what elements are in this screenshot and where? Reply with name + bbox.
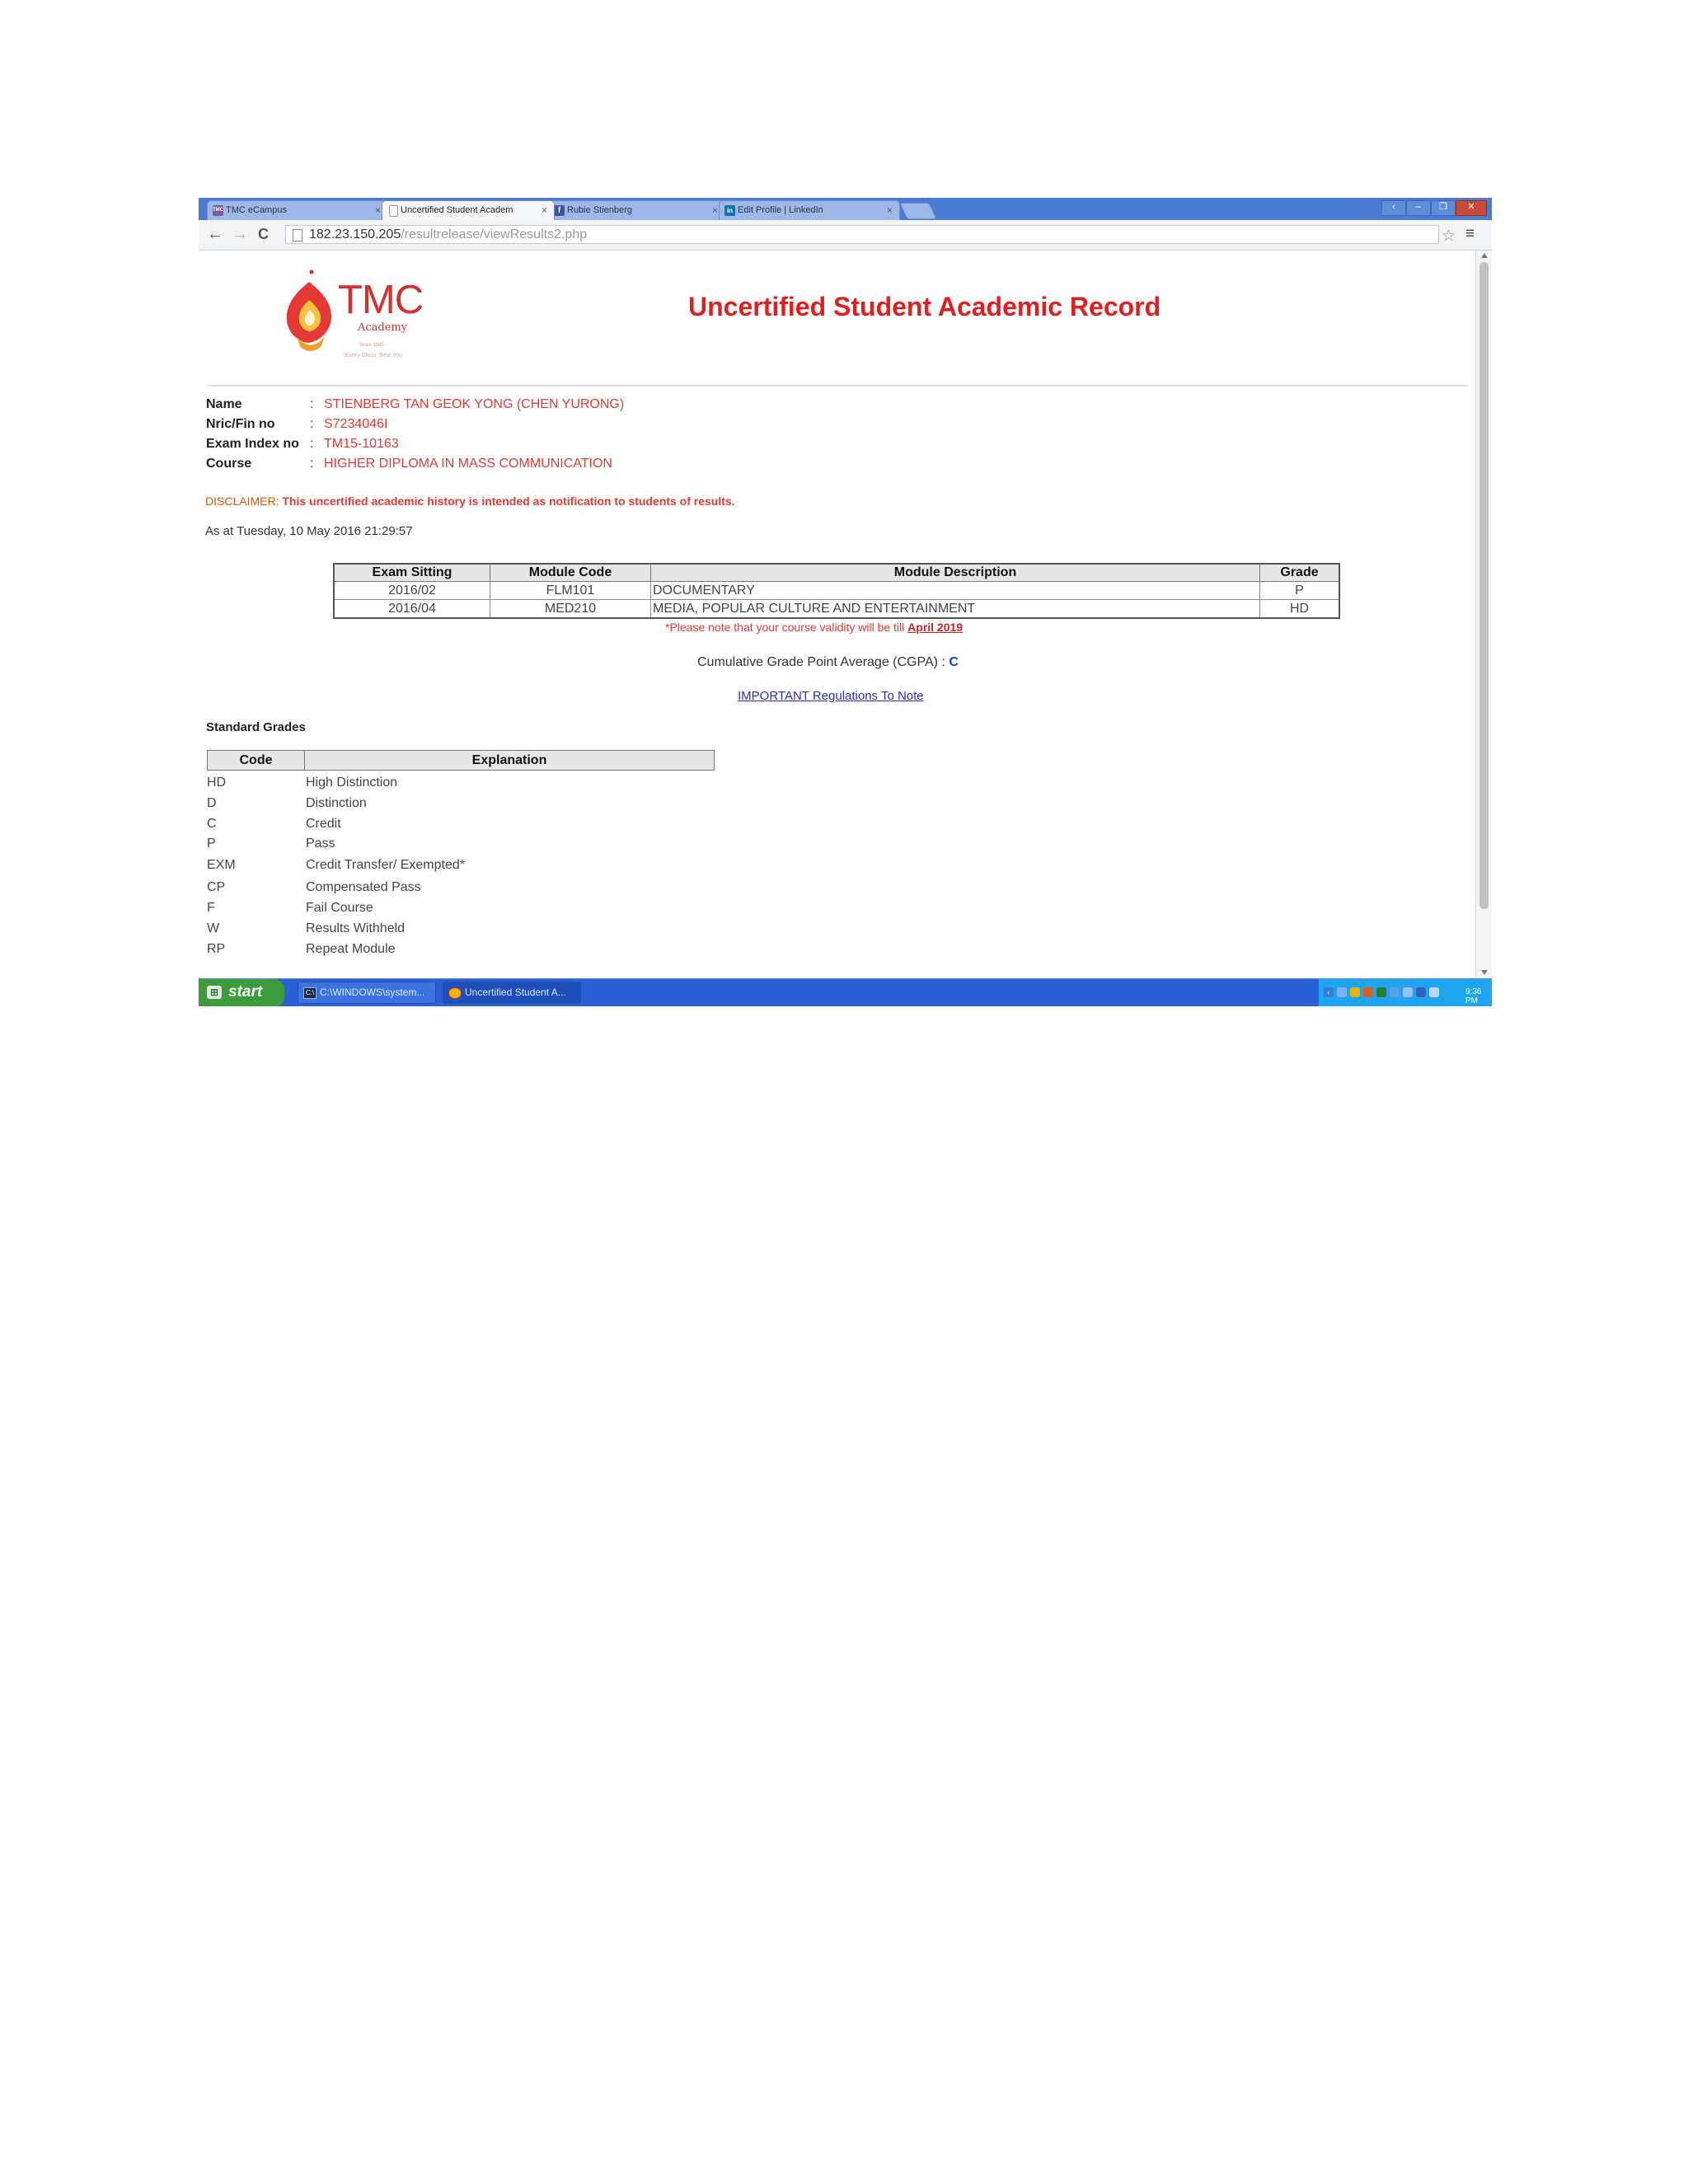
grade-explanation: Credit bbox=[306, 817, 341, 831]
task-label: C:\WINDOWS\system... bbox=[320, 987, 425, 998]
start-button[interactable] bbox=[199, 979, 284, 1006]
start-label: start bbox=[228, 983, 263, 1001]
standard-grades-title: Standard Grades bbox=[206, 720, 306, 734]
validity-note bbox=[665, 621, 963, 634]
tab-close-icon[interactable]: × bbox=[711, 204, 718, 216]
table-row bbox=[334, 582, 1339, 600]
tab-linkedin[interactable] bbox=[719, 200, 900, 220]
browser-toolbar bbox=[199, 220, 1492, 251]
minimize-button[interactable]: – bbox=[1406, 200, 1431, 216]
info-label: Course bbox=[206, 457, 252, 471]
taskbar-clock: 9:36 PM bbox=[1465, 987, 1482, 1005]
menu-icon[interactable]: ≡ bbox=[1465, 225, 1475, 242]
security-icon[interactable] bbox=[1416, 987, 1426, 997]
grade-code: W bbox=[207, 921, 220, 935]
grade-code: F bbox=[207, 901, 215, 915]
tab-label: Rubie Stienberg bbox=[567, 205, 632, 215]
student-nric: S7234046I bbox=[324, 417, 388, 431]
tab-tmc-ecampus[interactable] bbox=[207, 200, 388, 220]
tab-label: Edit Profile | LinkedIn bbox=[738, 205, 823, 215]
url-path: /resultrelease/viewResults2.php bbox=[401, 227, 588, 241]
table-row bbox=[334, 600, 1339, 619]
info-label: Name bbox=[206, 397, 242, 411]
grade-cell: HD bbox=[1260, 600, 1340, 619]
as-at-timestamp: As at Tuesday, 10 May 2016 21:29:57 bbox=[205, 524, 413, 538]
command-prompt-icon: C:\ bbox=[303, 987, 316, 999]
grade-explanation: High Distinction bbox=[306, 776, 398, 790]
linkedin-icon: in bbox=[724, 205, 735, 216]
page-icon bbox=[293, 229, 302, 241]
cgpa bbox=[697, 655, 959, 670]
tmc-favicon-icon: TMC bbox=[213, 205, 223, 216]
column-header: Grade bbox=[1260, 564, 1340, 582]
volume-icon[interactable] bbox=[1390, 987, 1400, 997]
chrome-icon bbox=[448, 987, 462, 999]
logo-wordmark: TMC bbox=[338, 278, 424, 322]
tray-app-icon[interactable] bbox=[1376, 987, 1386, 997]
column-header: Code bbox=[208, 751, 305, 771]
exam-sitting-cell: 2016/04 bbox=[334, 600, 490, 619]
taskbar-task-cmd[interactable] bbox=[298, 982, 436, 1004]
grade-code: EXM bbox=[207, 858, 236, 872]
grade-explanation: Compensated Pass bbox=[306, 880, 421, 894]
network-icon[interactable] bbox=[1337, 987, 1347, 997]
forward-arrow-icon[interactable]: → bbox=[232, 225, 248, 243]
new-tab-button[interactable] bbox=[899, 203, 936, 219]
page-favicon-icon bbox=[389, 205, 398, 217]
browser-tab-strip bbox=[199, 198, 1492, 220]
grade-code: C bbox=[207, 817, 217, 831]
column-header: Explanation bbox=[305, 751, 715, 771]
facebook-icon: f bbox=[554, 205, 565, 216]
scroll-thumb[interactable] bbox=[1479, 262, 1489, 909]
student-name: STIENBERG TAN GEOK YONG (CHEN YURONG) bbox=[324, 397, 625, 411]
grade-explanation: Credit Transfer/ Exempted* bbox=[306, 858, 465, 872]
exam-sitting-cell: 2016/02 bbox=[334, 582, 490, 600]
grade-explanation: Repeat Module bbox=[306, 942, 396, 956]
grade-explanation: Results Withheld bbox=[306, 921, 406, 935]
windows-flag-icon: ⊞ bbox=[207, 986, 222, 999]
validity-text: *Please note that your course validity will be till bbox=[665, 621, 905, 634]
scroll-down-icon[interactable] bbox=[1481, 970, 1488, 975]
column-header: Exam Sitting bbox=[334, 564, 490, 582]
tab-close-icon[interactable]: × bbox=[374, 204, 381, 216]
tab-academic-record[interactable] bbox=[382, 200, 555, 220]
exam-index: TM15-10163 bbox=[324, 437, 399, 451]
screenshot bbox=[199, 198, 1492, 1006]
header-divider bbox=[207, 385, 1468, 387]
results-table bbox=[333, 563, 1340, 619]
restore-button[interactable]: ❐ bbox=[1431, 200, 1456, 216]
module-code-cell: MED210 bbox=[490, 600, 651, 619]
info-label: Exam Index no bbox=[206, 437, 299, 451]
logo-subtitle: Academy bbox=[358, 321, 408, 334]
grade-code: HD bbox=[207, 776, 227, 790]
logo-since: Since 1989 bbox=[359, 343, 385, 348]
antivirus-icon[interactable] bbox=[1363, 987, 1373, 997]
shield-icon[interactable] bbox=[1350, 987, 1360, 997]
close-window-button[interactable]: ✕ bbox=[1456, 200, 1487, 216]
info-colon: : bbox=[310, 457, 314, 471]
vertical-scrollbar[interactable] bbox=[1475, 251, 1492, 978]
page-content bbox=[199, 251, 1475, 978]
system-tray bbox=[1318, 979, 1492, 1006]
tab-label: Uncertified Student Academ bbox=[401, 205, 513, 215]
tab-close-icon[interactable]: × bbox=[886, 204, 893, 216]
minimize-left-icon[interactable]: ‹ bbox=[1381, 200, 1406, 216]
back-arrow-icon[interactable]: ← bbox=[207, 225, 223, 243]
module-code-cell: FLM101 bbox=[490, 582, 651, 600]
address-bar[interactable] bbox=[285, 225, 1439, 244]
info-colon: : bbox=[310, 417, 314, 431]
logo-motto: Every Class, Best You bbox=[345, 353, 402, 359]
info-colon: : bbox=[310, 397, 314, 411]
grade-explanation: Fail Course bbox=[306, 901, 373, 915]
display-icon[interactable] bbox=[1403, 987, 1413, 997]
validity-date: April 2019 bbox=[907, 621, 964, 634]
scroll-up-icon[interactable] bbox=[1481, 253, 1488, 258]
windows-taskbar bbox=[199, 978, 1492, 1006]
tray-arrow-icon[interactable]: ‹ bbox=[1324, 987, 1334, 997]
taskbar-task-chrome[interactable] bbox=[443, 982, 581, 1004]
regulations-link[interactable]: IMPORTANT Regulations To Note bbox=[738, 689, 924, 703]
disclaimer-label: DISCLAIMER: bbox=[205, 494, 279, 508]
grade-code: D bbox=[207, 796, 217, 810]
column-header: Module Description bbox=[651, 564, 1260, 582]
tab-label: TMC eCampus bbox=[226, 205, 287, 215]
reload-icon[interactable]: C bbox=[258, 226, 269, 242]
disclaimer bbox=[205, 494, 735, 508]
info-label: Nric/Fin no bbox=[206, 417, 275, 431]
bookmark-star-icon[interactable]: ☆ bbox=[1442, 227, 1456, 245]
course-name: HIGHER DIPLOMA IN MASS COMMUNICATION bbox=[324, 457, 612, 471]
grade-code: P bbox=[207, 837, 216, 851]
info-colon: : bbox=[310, 437, 314, 451]
tab-close-icon[interactable]: × bbox=[541, 204, 547, 216]
cgpa-label: Cumulative Grade Point Average (CGPA) : bbox=[697, 655, 945, 669]
grade-code: RP bbox=[207, 942, 226, 956]
grade-cell: P bbox=[1260, 582, 1340, 600]
task-label: Uncertified Student A... bbox=[465, 987, 566, 998]
grade-code: CP bbox=[207, 880, 226, 894]
grade-explanation: Pass bbox=[306, 837, 335, 851]
tray-misc-icon[interactable] bbox=[1429, 987, 1439, 997]
cgpa-value: C bbox=[949, 655, 959, 669]
grades-table-header bbox=[207, 750, 715, 771]
disclaimer-text: This uncertified academic history is intended as notification to students of results. bbox=[282, 494, 735, 508]
tmc-logo bbox=[280, 267, 437, 374]
flame-logo-icon bbox=[280, 267, 338, 358]
module-description-cell: MEDIA, POPULAR CULTURE AND ENTERTAINMENT bbox=[651, 600, 1260, 619]
page-title: Uncertified Student Academic Record bbox=[688, 292, 1161, 321]
grade-explanation: Distinction bbox=[306, 796, 367, 810]
tab-facebook[interactable] bbox=[548, 200, 725, 220]
url-host: 182.23.150.205 bbox=[309, 227, 401, 241]
column-header: Module Code bbox=[490, 564, 651, 582]
results-header-row bbox=[334, 564, 1339, 582]
module-description-cell: DOCUMENTARY bbox=[651, 582, 1260, 600]
